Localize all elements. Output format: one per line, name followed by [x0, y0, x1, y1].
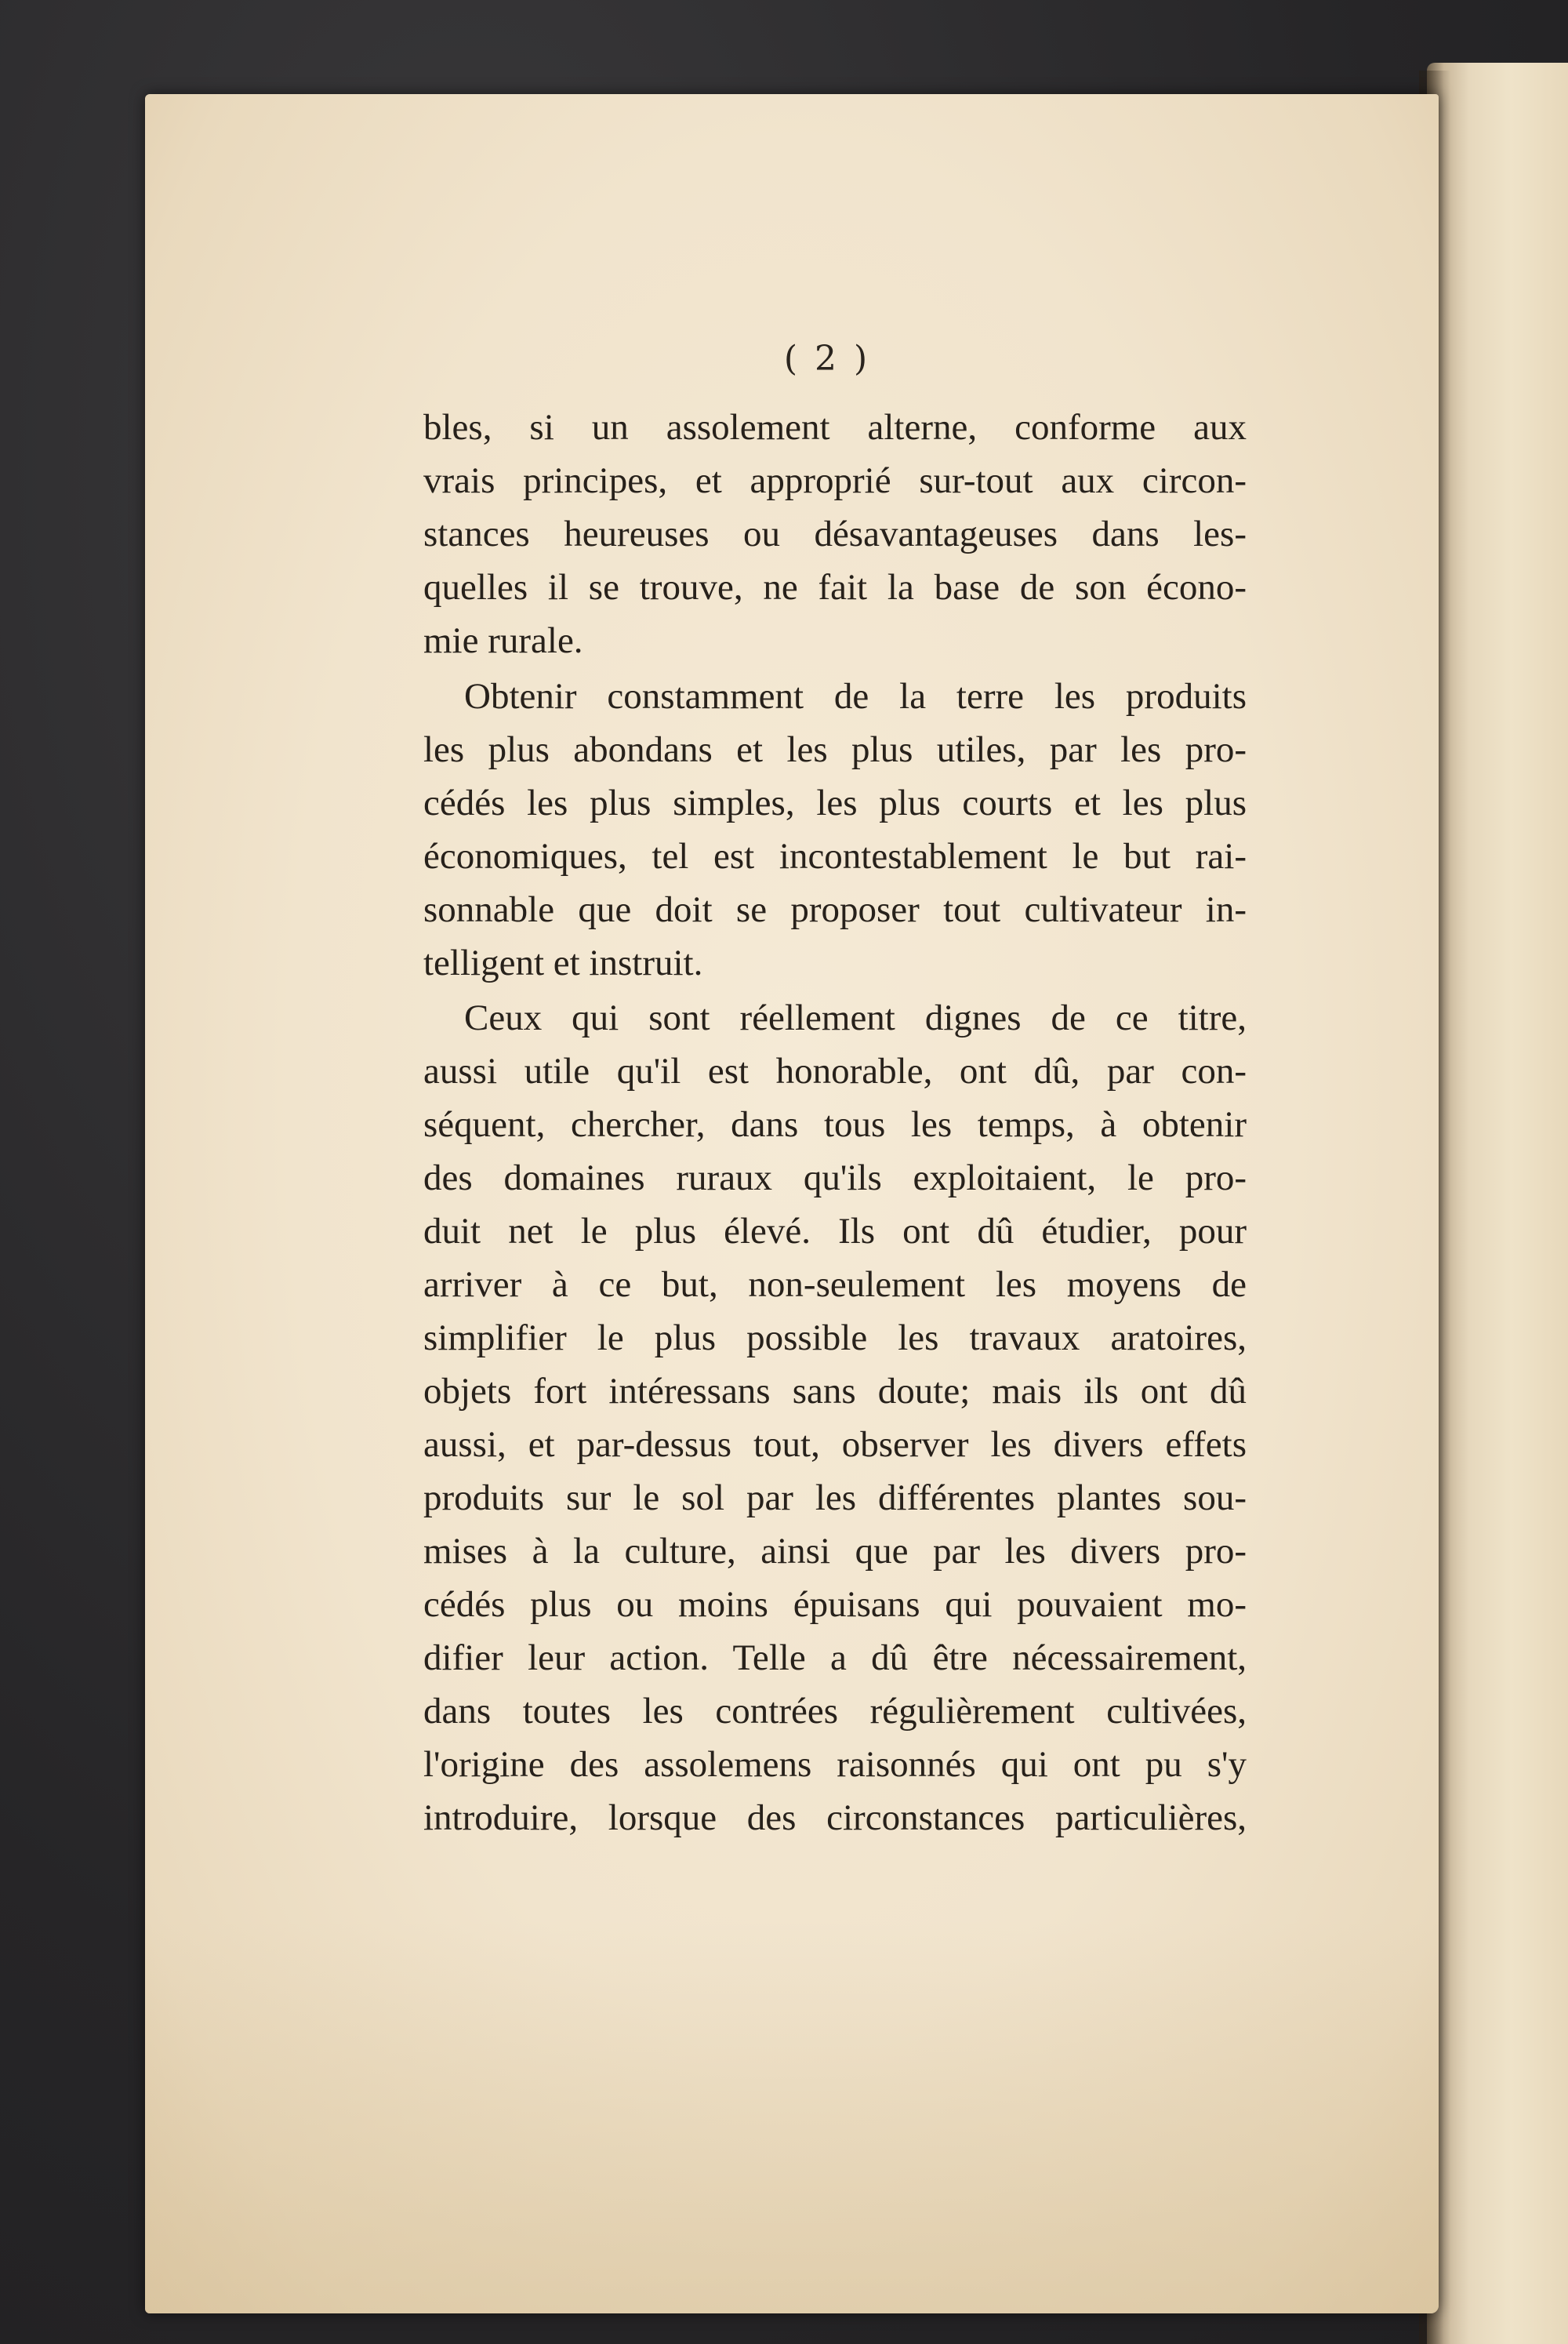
text-line: vrais principes, et approprié sur-tout aux circon- — [423, 460, 1247, 501]
text-line: sonnable que doit se proposer tout cultivateur in- — [423, 889, 1247, 930]
paragraph-first-line: Ceux qui sont réellement dignes de ce titre, — [464, 998, 1247, 1038]
text-line: les plus abondans et les plus utiles, par les pro- — [423, 729, 1247, 770]
text-line: bles, si un assolement alterne, conforme aux — [423, 407, 1247, 448]
page-number: ( 2 ) — [783, 339, 871, 379]
text-line: difier leur action. Telle a dû être nécessairement, — [423, 1637, 1247, 1678]
text-line: objets fort intéressans sans doute; mais ils ont dû — [423, 1371, 1247, 1412]
text-line: des domaines ruraux qu'ils exploitaient, le pro- — [423, 1157, 1247, 1198]
text-line: aussi, et par-dessus tout, observer les divers effets — [423, 1424, 1247, 1465]
text-line: produits sur le sol par les différentes plantes sou- — [423, 1477, 1247, 1518]
text-line: l'origine des assolemens raisonnés qui ont pu s'y — [423, 1744, 1247, 1785]
text-line: cédés les plus simples, les plus courts et les plus — [423, 783, 1247, 823]
text-line: introduire, lorsque des circonstances particulières, — [423, 1797, 1247, 1838]
text-line: aussi utile qu'il est honorable, ont dû, par con- — [423, 1051, 1247, 1092]
text-line: mie rurale. — [423, 620, 583, 661]
text-line: quelles il se trouve, ne fait la base de son écono- — [423, 567, 1247, 608]
paragraph-first-line: Obtenir constamment de la terre les produits — [464, 676, 1247, 717]
text-line: économiques, tel est incontestablement le but rai- — [423, 836, 1247, 877]
text-line: séquent, chercher, dans tous les temps, à obtenir — [423, 1104, 1247, 1145]
text-line: duit net le plus élevé. Ils ont dû étudier, pour — [423, 1211, 1247, 1252]
text-line: stances heureuses ou désavantageuses dans les- — [423, 514, 1247, 554]
text-line: mises à la culture, ainsi que par les divers pro- — [423, 1531, 1247, 1572]
page-discoloration — [145, 1921, 1439, 2313]
text-line: telligent et instruit. — [423, 943, 703, 983]
text-line: cédés plus ou moins épuisans qui pouvaient mo- — [423, 1584, 1247, 1625]
text-line: arriver à ce but, non-seulement les moyens de — [423, 1264, 1247, 1305]
text-line: dans toutes les contrées régulièrement cultivées, — [423, 1691, 1247, 1732]
text-line: simplifier le plus possible les travaux aratoires, — [423, 1317, 1247, 1358]
